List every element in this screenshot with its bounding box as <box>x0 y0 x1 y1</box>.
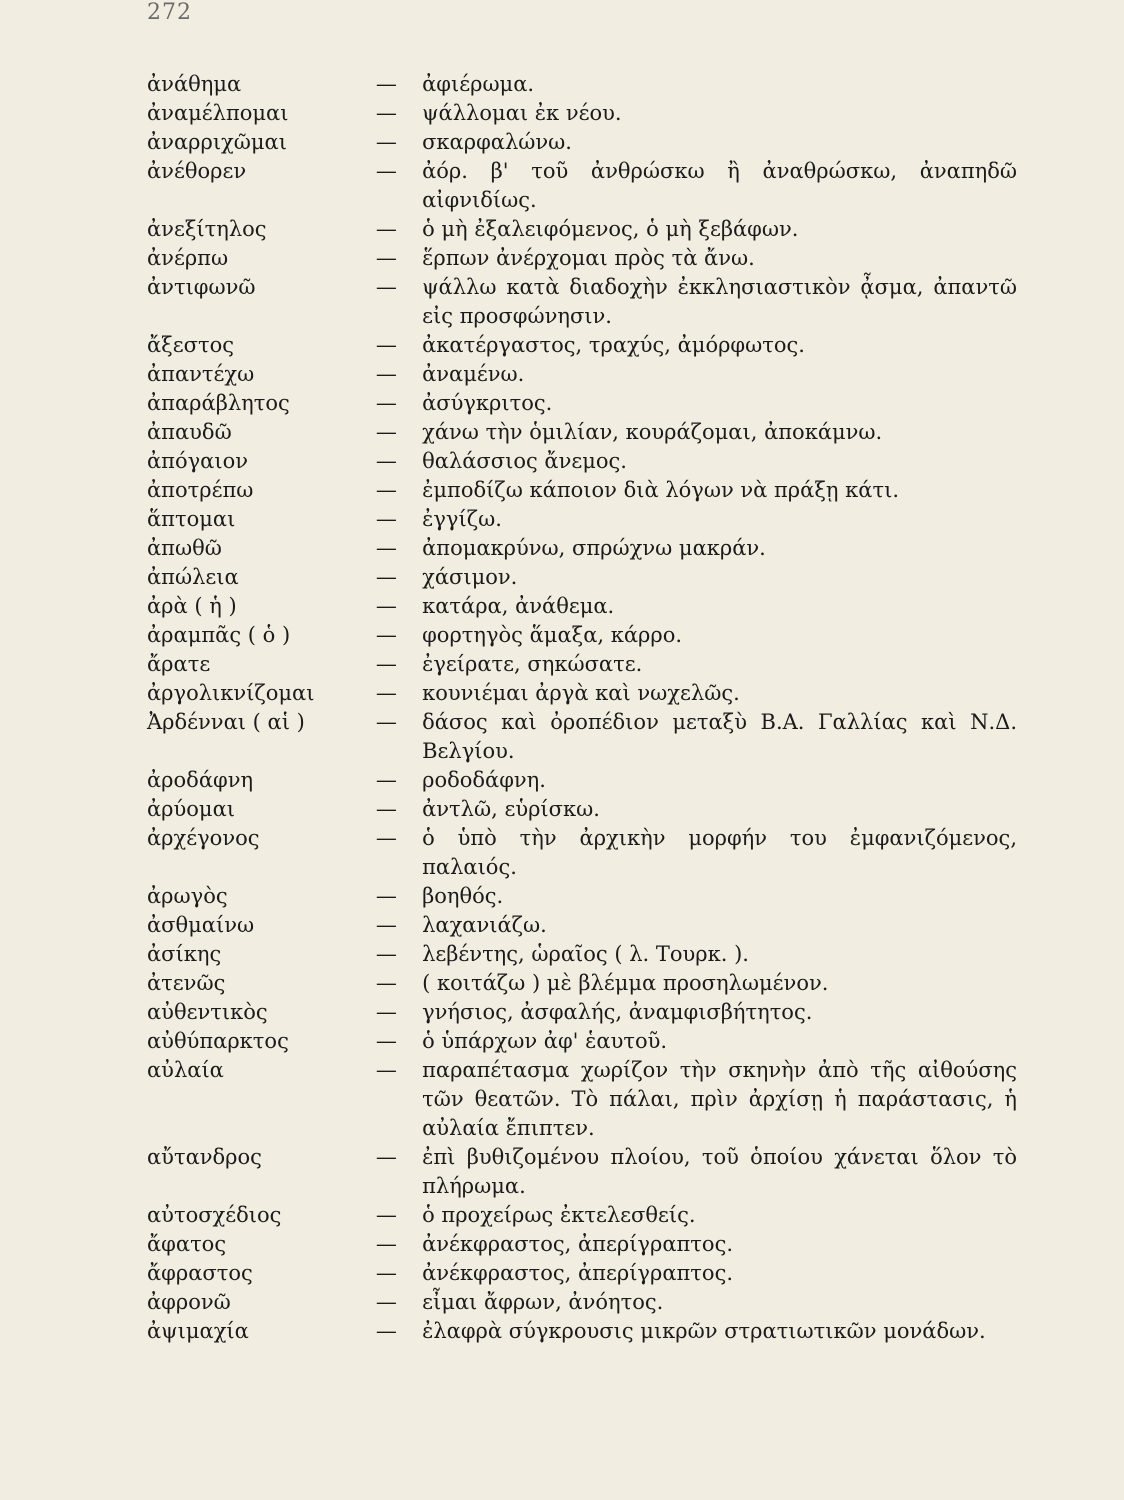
glossary-entry <box>147 650 1017 679</box>
entry-definition <box>375 1027 1017 1056</box>
entry-headword: ἀρχέγονος <box>147 826 260 850</box>
definition-dash: — <box>375 1261 397 1285</box>
entry-headword: ἀπώλεια <box>147 565 239 589</box>
glossary-entry <box>147 157 1017 215</box>
definition-dash: — <box>375 420 397 444</box>
glossary-entry <box>147 1230 1017 1259</box>
definition-dash: — <box>375 275 397 299</box>
definition-text: ἀναμένω. <box>422 362 525 386</box>
entry-definition <box>375 447 1017 476</box>
definition-dash: — <box>375 478 397 502</box>
entry-definition <box>375 795 1017 824</box>
definition-dash: — <box>375 942 397 966</box>
entry-definition <box>375 331 1017 360</box>
entry-headword: αὔτανδρος <box>147 1145 262 1169</box>
glossary-entry <box>147 824 1017 882</box>
definition-dash: — <box>375 1058 397 1082</box>
glossary-entry <box>147 563 1017 592</box>
definition-dash: — <box>375 536 397 560</box>
definition-dash: — <box>375 594 397 618</box>
entry-definition <box>375 389 1017 418</box>
entry-definition <box>375 998 1017 1027</box>
definition-text: ἀκατέργαστος, τραχύς, ἀμόρφωτος. <box>422 333 805 357</box>
glossary-entry <box>147 389 1017 418</box>
definition-text: ( κοιτάζω ) μὲ βλέμμα προσηλωμένον. <box>422 971 829 995</box>
definition-dash: — <box>375 768 397 792</box>
entry-headword: ἀτενῶς <box>147 971 226 995</box>
glossary-entry <box>147 70 1017 99</box>
glossary-entry <box>147 1288 1017 1317</box>
definition-dash: — <box>375 1232 397 1256</box>
glossary-entries <box>147 70 1017 1346</box>
entry-definition <box>375 766 1017 795</box>
glossary-entry <box>147 1201 1017 1230</box>
entry-definition <box>375 505 1017 534</box>
entry-headword: ἄφραστος <box>147 1261 253 1285</box>
glossary-entry <box>147 998 1017 1027</box>
entry-definition <box>375 650 1017 679</box>
entry-headword: ἀψιμαχία <box>147 1319 249 1343</box>
definition-dash: — <box>375 913 397 937</box>
glossary-entry <box>147 592 1017 621</box>
definition-dash: — <box>375 797 397 821</box>
entry-headword: ἀπαντέχω <box>147 362 255 386</box>
glossary-entry <box>147 1027 1017 1056</box>
glossary-entry <box>147 1259 1017 1288</box>
glossary-entry <box>147 360 1017 389</box>
entry-definition <box>375 70 1017 99</box>
definition-text: ἀσύγκριτος. <box>422 391 553 415</box>
definition-dash: — <box>375 246 397 270</box>
definition-text: λεβέντης, ὡραῖος ( λ. Τουρκ. ). <box>422 942 749 966</box>
definition-text: ἕρπων ἀνέρχομαι πρὸς τὰ ἄνω. <box>422 246 755 270</box>
glossary-entry <box>147 447 1017 476</box>
definition-dash: — <box>375 1145 397 1169</box>
definition-text: ἀφιέρωμα. <box>422 72 535 96</box>
glossary-entry <box>147 244 1017 273</box>
entry-headword: ἀνεξίτηλος <box>147 217 267 241</box>
entry-headword: ἀρύομαι <box>147 797 235 821</box>
definition-text: ἀνέκφραστος, ἀπερίγραπτος. <box>422 1261 734 1285</box>
definition-text: δάσος καὶ ὀροπέδιον μεταξὺ Β.Α. Γαλλίας καὶ Ν.Δ. Βελγίου. <box>422 710 1017 763</box>
entry-definition <box>375 273 1017 331</box>
glossary-entry <box>147 708 1017 766</box>
entry-headword: ἀνέρπω <box>147 246 229 270</box>
glossary-entry <box>147 766 1017 795</box>
entry-headword: ἀπωθῶ <box>147 536 222 560</box>
entry-definition <box>375 621 1017 650</box>
entry-headword: ἀρὰ ( ἡ ) <box>147 594 237 618</box>
definition-text: ροδοδάφνη. <box>422 768 546 792</box>
glossary-entry <box>147 331 1017 360</box>
definition-dash: — <box>375 159 397 183</box>
entry-definition <box>375 563 1017 592</box>
entry-definition <box>375 476 1017 505</box>
definition-dash: — <box>375 826 397 850</box>
glossary-entry <box>147 911 1017 940</box>
entry-headword: ἀποτρέπω <box>147 478 254 502</box>
entry-headword: ἀπαράβλητος <box>147 391 290 415</box>
glossary-entry <box>147 215 1017 244</box>
entry-headword: αὐτοσχέδιος <box>147 1203 282 1227</box>
entry-definition <box>375 1288 1017 1317</box>
glossary-entry <box>147 1317 1017 1346</box>
definition-text: εἶμαι ἄφρων, ἀνόητος. <box>422 1290 664 1314</box>
definition-text: ἐλαφρὰ σύγκρουσις μικρῶν στρατιωτικῶν μονάδων. <box>422 1319 986 1343</box>
definition-text: φορτηγὸς ἅμαξα, κάρρο. <box>422 623 683 647</box>
entry-definition <box>375 360 1017 389</box>
entry-definition <box>375 1201 1017 1230</box>
entry-definition <box>375 940 1017 969</box>
glossary-entry <box>147 621 1017 650</box>
glossary-entry <box>147 128 1017 157</box>
definition-dash: — <box>375 391 397 415</box>
entry-definition <box>375 1056 1017 1143</box>
glossary-entry <box>147 969 1017 998</box>
entry-headword: ἀναρριχῶμαι <box>147 130 287 154</box>
definition-dash: — <box>375 1000 397 1024</box>
definition-text: ἀόρ. β' τοῦ ἀνθρώσκω ἢ ἀναθρώσκω, ἀναπηδῶ αἰφνιδίως. <box>422 159 1017 212</box>
glossary-entry <box>147 795 1017 824</box>
page-number: 272 <box>147 0 192 25</box>
definition-text: κατάρα, ἀνάθεμα. <box>422 594 615 618</box>
definition-dash: — <box>375 72 397 96</box>
definition-text: ἐγείρατε, σηκώσατε. <box>422 652 643 676</box>
glossary-entry <box>147 1056 1017 1143</box>
definition-text: ὁ ὑπὸ τὴν ἀρχικὴν μορφήν του ἐμφανιζόμενος, παλαιός. <box>422 826 1017 879</box>
definition-text: ὁ ὑπάρχων ἀφ' ἑαυτοῦ. <box>422 1029 668 1053</box>
definition-dash: — <box>375 507 397 531</box>
entry-headword: ἀρωγὸς <box>147 884 228 908</box>
glossary-entry <box>147 418 1017 447</box>
definition-dash: — <box>375 1290 397 1314</box>
definition-dash: — <box>375 681 397 705</box>
entry-headword: ἀραμπᾶς ( ὁ ) <box>147 623 291 647</box>
entry-definition <box>375 215 1017 244</box>
definition-text: ἐπὶ βυθιζομένου πλοίου, τοῦ ὁποίου χάνεται ὅλον τὸ πλήρωμα. <box>422 1145 1017 1198</box>
entry-headword: ἀνέθορεν <box>147 159 247 183</box>
entry-definition <box>375 882 1017 911</box>
definition-text: ἐμποδίζω κάποιον διὰ λόγων νὰ πράξῃ κάτι. <box>422 478 899 502</box>
definition-text: χάσιμον. <box>422 565 518 589</box>
glossary-entry <box>147 99 1017 128</box>
entry-definition <box>375 708 1017 766</box>
entry-headword: ἀνάθημα <box>147 72 242 96</box>
definition-dash: — <box>375 623 397 647</box>
entry-headword: ἀσθμαίνω <box>147 913 255 937</box>
entry-definition <box>375 128 1017 157</box>
definition-text: λαχανιάζω. <box>422 913 547 937</box>
entry-definition <box>375 1230 1017 1259</box>
entry-definition <box>375 824 1017 882</box>
glossary-entry <box>147 476 1017 505</box>
definition-dash: — <box>375 1319 397 1343</box>
definition-text: κουνιέμαι ἀργὰ καὶ νωχελῶς. <box>422 681 740 705</box>
definition-text: ἀνέκφραστος, ἀπερίγραπτος. <box>422 1232 734 1256</box>
definition-dash: — <box>375 449 397 473</box>
definition-dash: — <box>375 217 397 241</box>
definition-dash: — <box>375 884 397 908</box>
entry-headword: ἄξεστος <box>147 333 234 357</box>
entry-headword: ἀροδάφνη <box>147 768 254 792</box>
definition-dash: — <box>375 1029 397 1053</box>
definition-text: ἀντλῶ, εὑρίσκω. <box>422 797 600 821</box>
definition-dash: — <box>375 1203 397 1227</box>
entry-definition <box>375 592 1017 621</box>
definition-text: ψάλλω κατὰ διαδοχὴν ἐκκλησιαστικὸν ᾆσμα, ἀπαντῶ εἰς προσφώνησιν. <box>422 275 1017 328</box>
definition-dash: — <box>375 101 397 125</box>
definition-text: ὁ προχείρως ἐκτελεσθείς. <box>422 1203 696 1227</box>
entry-headword: αὐλαία <box>147 1058 224 1082</box>
entry-headword: ἀπαυδῶ <box>147 420 232 444</box>
entry-definition <box>375 534 1017 563</box>
entry-headword: ἀπόγαιον <box>147 449 249 473</box>
entry-definition <box>375 244 1017 273</box>
entry-definition <box>375 679 1017 708</box>
entry-headword: ἀργολικνίζομαι <box>147 681 315 705</box>
entry-headword: Ἀρδένναι ( αἱ ) <box>147 710 305 734</box>
entry-definition <box>375 418 1017 447</box>
glossary-entry <box>147 505 1017 534</box>
entry-definition <box>375 969 1017 998</box>
definition-text: γνήσιος, ἀσφαλής, ἀναμφισβήτητος. <box>422 1000 813 1024</box>
definition-dash: — <box>375 971 397 995</box>
glossary-entry <box>147 534 1017 563</box>
glossary-entry <box>147 1143 1017 1201</box>
definition-dash: — <box>375 333 397 357</box>
definition-text: ἀπομακρύνω, σπρώχνω μακράν. <box>422 536 766 560</box>
definition-dash: — <box>375 362 397 386</box>
entry-headword: ἄφατος <box>147 1232 227 1256</box>
definition-text: ἐγγίζω. <box>422 507 502 531</box>
glossary-entry <box>147 679 1017 708</box>
entry-definition <box>375 911 1017 940</box>
definition-dash: — <box>375 652 397 676</box>
definition-text: ὁ μὴ ἐξαλειφόμενος, ὁ μὴ ξεβάφων. <box>422 217 799 241</box>
entry-headword: ἄρατε <box>147 652 211 676</box>
entry-headword: ἀναμέλπομαι <box>147 101 289 125</box>
entry-definition <box>375 1317 1017 1346</box>
entry-definition <box>375 157 1017 215</box>
definition-text: χάνω τὴν ὁμιλίαν, κουράζομαι, ἀποκάμνω. <box>422 420 883 444</box>
definition-text: θαλάσσιος ἄνεμος. <box>422 449 627 473</box>
entry-headword: ἀσίκης <box>147 942 222 966</box>
definition-text: παραπέτασμα χωρίζον τὴν σκηνὴν ἀπὸ τῆς αἰθούσης τῶν θεατῶν. Τὸ πάλαι, πρὶν ἀρχίσῃ ἡ παράστασις, ἡ αὐλαία ἔπιπτεν. <box>422 1058 1017 1140</box>
glossary-entry <box>147 940 1017 969</box>
definition-text: ψάλλομαι ἐκ νέου. <box>422 101 622 125</box>
definition-text: βοηθός. <box>422 884 504 908</box>
entry-definition <box>375 99 1017 128</box>
entry-headword: αὐθύπαρκτος <box>147 1029 289 1053</box>
definition-dash: — <box>375 565 397 589</box>
entry-headword: ἀφρονῶ <box>147 1290 231 1314</box>
glossary-entry <box>147 273 1017 331</box>
definition-dash: — <box>375 130 397 154</box>
entry-definition <box>375 1259 1017 1288</box>
definition-text: σκαρφαλώνω. <box>422 130 572 154</box>
entry-definition <box>375 1143 1017 1201</box>
definition-dash: — <box>375 710 397 734</box>
entry-headword: ἀντιφωνῶ <box>147 275 256 299</box>
entry-headword: ἅπτομαι <box>147 507 236 531</box>
glossary-entry <box>147 882 1017 911</box>
entry-headword: αὐθεντικὸς <box>147 1000 268 1024</box>
